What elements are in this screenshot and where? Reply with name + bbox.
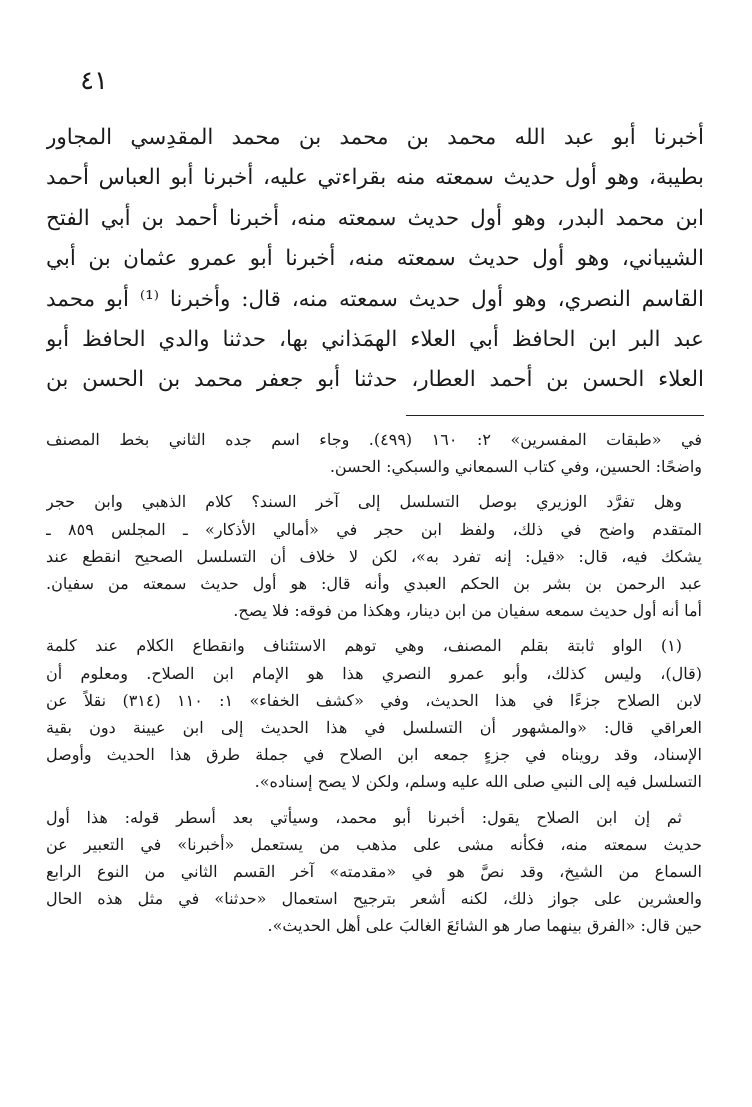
main-text-block <box>46 118 704 401</box>
footnote-line: وهل تفرَّد الوزيري بوصل التسلسل إلى آخر السند؟ كلام الذهبي وابن حجر <box>46 492 683 512</box>
footnote-line: أما أنه أول حديث سمعه سفيان من ابن دينار، وهكذا من فوقه: فلا يصح. <box>233 601 702 621</box>
main-text-line: بطيبة، وهو أول حديث سمعته منه بقراءتي عليه، أخبرنا أبو العباس أحمد <box>46 165 704 191</box>
main-text-line: الشيباني، وهو أول حديث سمعته منه، أخبرنا أبو عمرو عثمان بن أبي <box>46 246 704 272</box>
footnotes-block <box>46 426 702 948</box>
footnote-line: السماع من الشيخ، وقد نصَّ هو في «مقدمته» آخر القسم الثاني من النوع الرابع <box>46 862 702 882</box>
footnote-line: في «طبقات المفسرين» ٢: ١٦٠ (٤٩٩). وجاء اسم جده الثاني بخط المصنف <box>46 430 702 449</box>
footnote-line: واضحًا: الحسين، وفي كتاب السمعاني والسبكي: الحسن. <box>329 457 702 477</box>
main-text-line: ابن محمد البدر، وهو أول حديث سمعته منه، أخبرنا أحمد بن أبي الفتح <box>46 205 704 231</box>
footnote-line: (قال)، وليس كذلك، وأبو عمرو النصري هذا هو الإمام ابن الصلاح. ومعلوم أن <box>46 663 702 683</box>
footnote-line: يشكك فيه، قال: «قيل: إنه تفرد به»، لكن لا خلاف أن التسلسل الصحيح انقطع عند <box>46 546 702 566</box>
footnote-line: التسلسل فيه إلى النبي صلى الله عليه وسلم، ولكن لا يصح إسناده». <box>254 772 702 792</box>
footnote-line: والعشرين على جواز ذلك، لكنه أشعر بترجيح استعمال «حدثنا» في مثل هذه الحال <box>46 889 702 909</box>
footnote-paragraph <box>46 804 702 940</box>
page-number: ٤١ <box>80 66 108 96</box>
footnote-separator <box>406 415 704 416</box>
footnote-paragraph <box>46 426 702 480</box>
main-text-line: القاسم النصري، وهو أول حديث سمعته منه، قال: وأخبرنا ⁽¹⁾ أبو محمد <box>46 286 704 312</box>
footnote-line: حين قال: «الفرق بينهما صار هو الشائعَ الغالبَ على أهل الحديث». <box>267 916 702 936</box>
footnote-line: لابن الصلاح جزءًا في هذا الحديث، وفي «كشف الخفاء» ١: ١١٠ (٣١٤) نقلاً عن <box>46 690 702 710</box>
main-text-line: عبد البر ابن الحافظ أبي العلاء الهمَذاني بها، حدثنا والدي الحافظ أبو <box>46 327 704 353</box>
footnote-line: ثم إن ابن الصلاح يقول: أخبرنا أبو محمد، وسيأتي بعد أسطر قوله: هذا أول <box>46 807 682 827</box>
footnote-paragraph <box>46 632 702 795</box>
main-text-line: أخبرنا أبو عبد الله محمد بن محمد بن محمد المقدِسي المجاور <box>46 125 704 150</box>
footnote-line: حديث سمعته منه، فكأنه مشى على مذهب من يستعمل «أخبرنا» في التعبير عن <box>46 834 702 854</box>
footnote-line: المتقدم واضح في ذلك، ولفظ ابن حجر في «أمالي الأذكار» ـ المجلس ٨٥٩ ـ <box>46 519 702 539</box>
footnote-line: الإسناد، وقد رويناه في جزءٍ جمعه ابن الصلاح في جملة طرق هذا الحديث وأوصل <box>46 745 702 765</box>
footnote-line: (١) الواو ثابتة بقلم المصنف، وهي توهم الاستئناف وانقطاع الكلام عند كلمة <box>46 636 682 656</box>
footnote-line: عبد الرحمن بن بشر بن الحكم العبدي وأنه قال: هو أول حديث سمعته من سفيان. <box>46 574 702 594</box>
main-text-line: العلاء الحسن بن أحمد العطار، حدثنا أبو جعفر محمد بن الحسن بن <box>46 367 704 393</box>
footnote-paragraph <box>46 488 702 624</box>
footnote-line: العراقي قال: «والمشهور أن التسلسل في هذا الحديث إلى ابن عيينة دون بقية <box>46 718 702 738</box>
